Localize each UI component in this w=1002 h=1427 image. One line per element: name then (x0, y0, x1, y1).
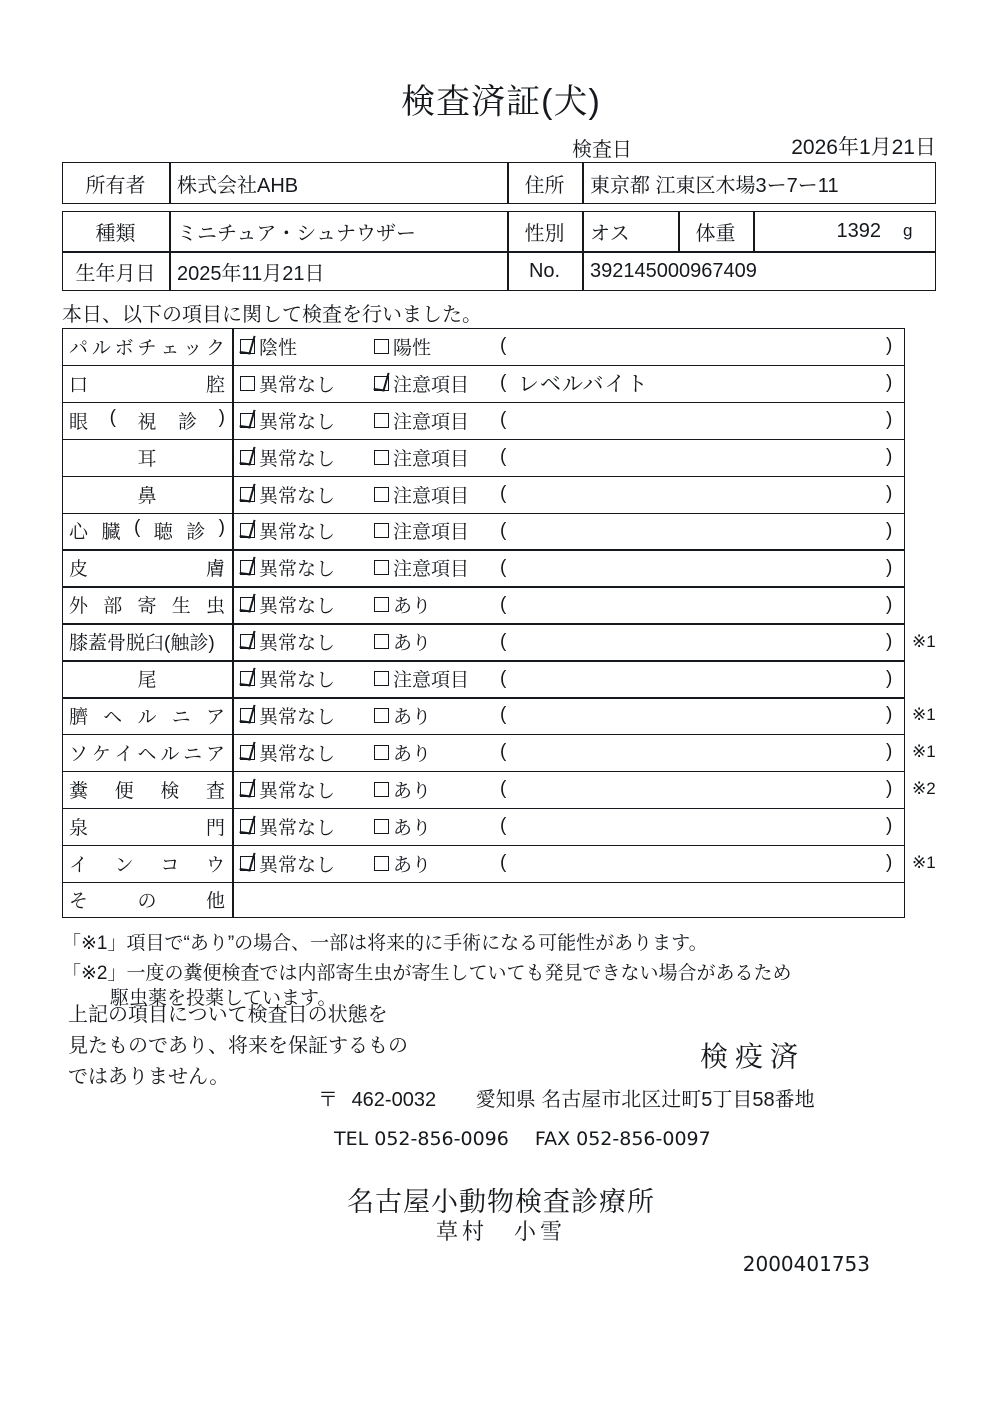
checkbox-icon[interactable] (374, 523, 389, 538)
checklist-option-primary[interactable] (240, 439, 335, 476)
checklist-option-primary-label: 異常なし (259, 633, 336, 655)
checkbox-checked-icon[interactable] (240, 782, 255, 797)
clinic-tel: TEL 052-856-0096 (334, 1128, 509, 1150)
exam-date-label: 検査日 (572, 139, 632, 161)
checklist-row-label: 皮 膚 (69, 559, 225, 581)
checklist-note-paren-right: ) (886, 778, 893, 800)
checklist-note-paren-left: ( (500, 815, 507, 837)
checklist-option-primary[interactable] (240, 328, 297, 365)
checklist-option-primary[interactable] (240, 660, 335, 697)
checklist-option-primary-label: 異常なし (259, 522, 336, 544)
checklist-note-paren-right: ) (886, 335, 893, 357)
checklist-note-paren-left: ( (500, 741, 507, 763)
clinic-address (318, 1083, 815, 1112)
checklist-option-primary-label: 異常なし (259, 485, 336, 507)
checkbox-checked-icon[interactable] (240, 339, 255, 354)
checklist-option-secondary-label: 注意項目 (393, 559, 470, 581)
disclaimer-line-3: ではありません。 (68, 1066, 230, 1088)
breed-value: ミニチュア・シュナウザー (177, 222, 416, 245)
checklist-option-primary[interactable] (240, 549, 335, 586)
checklist-option-secondary[interactable] (374, 660, 469, 697)
owner-label: 所有者 (85, 174, 146, 197)
weight-label: 体重 (695, 222, 736, 245)
checklist-option-primary[interactable] (240, 365, 335, 402)
disclaimer-line-1: 上記の項目について検査日の状態を (68, 1004, 388, 1026)
checkbox-checked-icon[interactable] (240, 819, 255, 834)
checklist-note-paren-right: ) (886, 483, 893, 505)
disclaimer-line-2: 見たものであり、将来を保証するもの (68, 1035, 408, 1057)
checklist-option-secondary-label: あり (393, 780, 432, 802)
checklist-row-label: 糞 便 検 査 (69, 780, 225, 802)
checklist-note-paren-left: ( (500, 852, 507, 874)
checkbox-icon[interactable] (374, 487, 389, 502)
checklist-option-primary-label: 異常なし (259, 706, 336, 728)
checklist-note-paren-left: ( (500, 446, 507, 468)
checklist-option-secondary[interactable] (374, 771, 431, 808)
checklist-option-secondary[interactable] (374, 623, 431, 660)
checklist-option-secondary[interactable] (374, 734, 431, 771)
checklist-note-paren-right: ) (886, 446, 893, 468)
checklist-note-paren-right: ) (886, 372, 893, 394)
checklist-note-paren-right: ) (886, 815, 893, 837)
footnote-1: 「※1」項目で“あり”の場合、一部は将来的に手術になる可能性があります。 (62, 933, 708, 954)
checkbox-checked-icon[interactable] (240, 745, 255, 760)
checklist-option-primary[interactable] (240, 771, 335, 808)
checkbox-checked-icon[interactable] (240, 413, 255, 428)
document-number: 2000401753 (742, 1252, 870, 1276)
checkbox-icon[interactable] (374, 413, 389, 428)
weight-value: 1392 (836, 219, 881, 242)
checklist-option-primary[interactable] (240, 734, 335, 771)
checklist-note-paren-right: ) (886, 519, 893, 541)
checklist-footnote-marker: ※1 (912, 705, 936, 725)
postal-code: 462-0032 (351, 1089, 437, 1111)
checkbox-icon[interactable] (374, 708, 389, 723)
checklist-note-paren-right: ) (886, 741, 893, 763)
checklist-note-paren-right: ) (886, 667, 893, 689)
checklist-row-label: 鼻 (137, 485, 157, 507)
checklist-footnote-marker: ※1 (912, 631, 936, 651)
checklist-note-paren-right: ) (886, 593, 893, 615)
owner-value: 株式会社AHB (177, 174, 299, 197)
checklist-row-label: 臍 ヘ ル ニ ア (69, 706, 225, 728)
exam-date-value: 2026年1月21日 (791, 136, 936, 159)
microchip-value: 392145000967409 (590, 259, 757, 282)
checklist-option-secondary[interactable] (374, 586, 431, 623)
checklist-option-primary[interactable] (240, 808, 335, 845)
checklist-note-paren-left: ( (500, 483, 507, 505)
checklist-row-label: 泉 門 (69, 817, 225, 839)
checklist-row-label: 尾 (137, 670, 157, 692)
checklist-option-primary-label: 異常なし (259, 854, 336, 876)
checkbox-checked-icon[interactable] (240, 634, 255, 649)
address-label: 住所 (524, 174, 565, 197)
checklist-note-paren-left: ( (500, 372, 507, 394)
checklist-row-label: 膝蓋骨脱臼(触診) (69, 633, 215, 655)
checklist-note-paren-right: ) (886, 852, 893, 874)
checkbox-checked-icon[interactable] (240, 560, 255, 575)
checkbox-checked-icon[interactable] (240, 523, 255, 538)
checkbox-icon[interactable] (374, 856, 389, 871)
checklist-option-secondary-label: 注意項目 (393, 485, 470, 507)
checklist-option-primary[interactable] (240, 586, 335, 623)
checklist-row-label: パ ル ボ チ ェ ッ ク (69, 337, 225, 359)
breed-label: 種類 (95, 222, 136, 245)
checklist-note-paren-left: ( (500, 519, 507, 541)
checklist-option-primary[interactable] (240, 476, 335, 513)
checklist-note-paren-left: ( (500, 667, 507, 689)
checklist-row-label: 口 腔 (69, 374, 225, 396)
checklist-option-secondary[interactable] (374, 808, 431, 845)
clinic-fax: FAX 052-856-0097 (534, 1128, 711, 1150)
checklist-option-primary-label: 異常なし (259, 743, 336, 765)
checklist-footnote-marker: ※2 (912, 779, 936, 799)
checklist-option-secondary-label: あり (393, 706, 432, 728)
veterinarian-name: 草村 小雪 (435, 1219, 566, 1244)
checklist-option-primary[interactable] (240, 623, 335, 660)
checklist-option-primary-label: 異常なし (259, 596, 336, 618)
checkbox-icon[interactable] (374, 597, 389, 612)
clinic-name: 名古屋小動物検査診療所 (347, 1187, 655, 1217)
sex-label: 性別 (524, 222, 565, 245)
checklist-option-secondary[interactable] (374, 549, 469, 586)
checklist-option-primary[interactable] (240, 845, 335, 882)
checklist-option-secondary-label: 陽性 (393, 337, 432, 359)
checklist-option-secondary[interactable] (374, 439, 469, 476)
checklist-footnote-marker: ※1 (912, 853, 936, 873)
weight-unit: g (903, 221, 913, 240)
checklist-option-secondary-label: あり (393, 817, 432, 839)
checklist-note-paren-right: ) (886, 556, 893, 578)
checklist-option-secondary[interactable] (374, 476, 469, 513)
checklist-row-label: 耳 (137, 448, 157, 470)
address-value: 東京都 江東区木場3ー7ー11 (590, 174, 839, 197)
clinic-contact (334, 1128, 711, 1150)
checklist-footnote-marker: ※1 (912, 742, 936, 762)
checkbox-icon[interactable] (374, 634, 389, 649)
checkbox-checked-icon[interactable] (374, 376, 389, 391)
checklist-note-paren-left: ( (500, 593, 507, 615)
checkbox-icon[interactable] (374, 339, 389, 354)
checkbox-icon[interactable] (374, 671, 389, 686)
checklist-note-paren-right: ) (886, 704, 893, 726)
checklist-option-primary-label: 異常なし (259, 817, 336, 839)
footnote-2-cont: 駆虫薬を投薬しています。 (110, 988, 337, 1009)
checklist-option-secondary[interactable] (374, 513, 469, 550)
checklist-row-label: ソ ケ イ ヘ ル ニ ア (69, 743, 225, 765)
clinic-address-text: 愛知県 名古屋市北区辻町5丁目58番地 (475, 1089, 815, 1111)
quarantine-stamp: 検疫済 (700, 1041, 806, 1072)
sex-value: オス (590, 222, 630, 245)
checklist-option-secondary[interactable] (374, 697, 431, 734)
page-title: 検査済証(犬) (401, 83, 601, 121)
checklist-note-paren-left: ( (500, 556, 507, 578)
checkbox-checked-icon[interactable] (240, 487, 255, 502)
checklist-option-secondary-label: 注意項目 (393, 670, 470, 692)
checklist-note-paren-right: ) (886, 409, 893, 431)
checkbox-icon[interactable] (374, 745, 389, 760)
checklist-note-paren-left: ( (500, 778, 507, 800)
checklist-row-label: 眼 ( 視 診 ) (69, 406, 225, 433)
checkbox-checked-icon[interactable] (240, 856, 255, 871)
checklist-option-primary[interactable] (240, 513, 335, 550)
checklist-note-value[interactable]: レベルバイト (518, 372, 649, 397)
birth-value: 2025年11月21日 (177, 262, 325, 285)
checklist-note-paren-left: ( (500, 335, 507, 357)
checklist-option-primary[interactable] (240, 402, 335, 439)
checklist-row-label: 外 部 寄 生 虫 (69, 596, 225, 618)
intro-text: 本日、以下の項目に関して検査を行いました。 (62, 304, 482, 326)
checklist-note-paren-left: ( (500, 409, 507, 431)
checklist-option-secondary-label: 注意項目 (393, 411, 470, 433)
checklist-option-primary-label: 異常なし (259, 374, 336, 396)
checklist-option-secondary-label: 注意項目 (393, 448, 470, 470)
birth-label: 生年月日 (75, 262, 156, 285)
microchip-label: No. (528, 259, 561, 282)
checkbox-icon[interactable] (240, 376, 255, 391)
postal-mark-icon: 〒 (318, 1089, 338, 1111)
checkbox-icon[interactable] (374, 450, 389, 465)
checklist-option-primary-label: 異常なし (259, 780, 336, 802)
checklist-option-primary-label: 異常なし (259, 670, 336, 692)
footnote-2: 「※2」一度の糞便検査では内部寄生虫が寄生していても発見できない場合があるため (62, 963, 792, 984)
checklist-option-primary-label: 異常なし (259, 411, 336, 433)
checklist-option-secondary-label: あり (393, 743, 432, 765)
checklist-note-paren-left: ( (500, 704, 507, 726)
checklist-option-secondary-label: あり (393, 596, 432, 618)
disclaimer-block (68, 1000, 408, 1093)
checklist-option-secondary-label: 注意項目 (393, 374, 470, 396)
checklist-option-primary-label: 異常なし (259, 559, 336, 581)
checkbox-icon[interactable] (374, 819, 389, 834)
checklist-option-secondary[interactable] (374, 402, 469, 439)
checklist-option-secondary-label: あり (393, 633, 432, 655)
checklist-row-label: イ ン コ ウ (69, 854, 225, 876)
checklist-note-paren-right: ) (886, 630, 893, 652)
checklist-option-secondary[interactable] (374, 845, 431, 882)
checklist-option-primary-label: 異常なし (259, 448, 336, 470)
checkbox-checked-icon[interactable] (240, 671, 255, 686)
checklist-option-primary[interactable] (240, 697, 335, 734)
checkbox-icon[interactable] (374, 560, 389, 575)
checklist-option-secondary-label: 注意項目 (393, 522, 470, 544)
checklist-row-label: そ の 他 (69, 891, 225, 913)
checklist-row-label: 心 臓 ( 聴 診 ) (69, 517, 225, 544)
checkbox-checked-icon[interactable] (240, 597, 255, 612)
checklist-note-paren-left: ( (500, 630, 507, 652)
checklist-option-secondary-label: あり (393, 854, 432, 876)
checkbox-checked-icon[interactable] (240, 708, 255, 723)
checkbox-icon[interactable] (374, 782, 389, 797)
checklist-option-primary-label: 陰性 (259, 337, 298, 359)
checklist-option-secondary[interactable] (374, 365, 469, 402)
checklist-option-secondary[interactable] (374, 328, 431, 365)
checkbox-checked-icon[interactable] (240, 450, 255, 465)
